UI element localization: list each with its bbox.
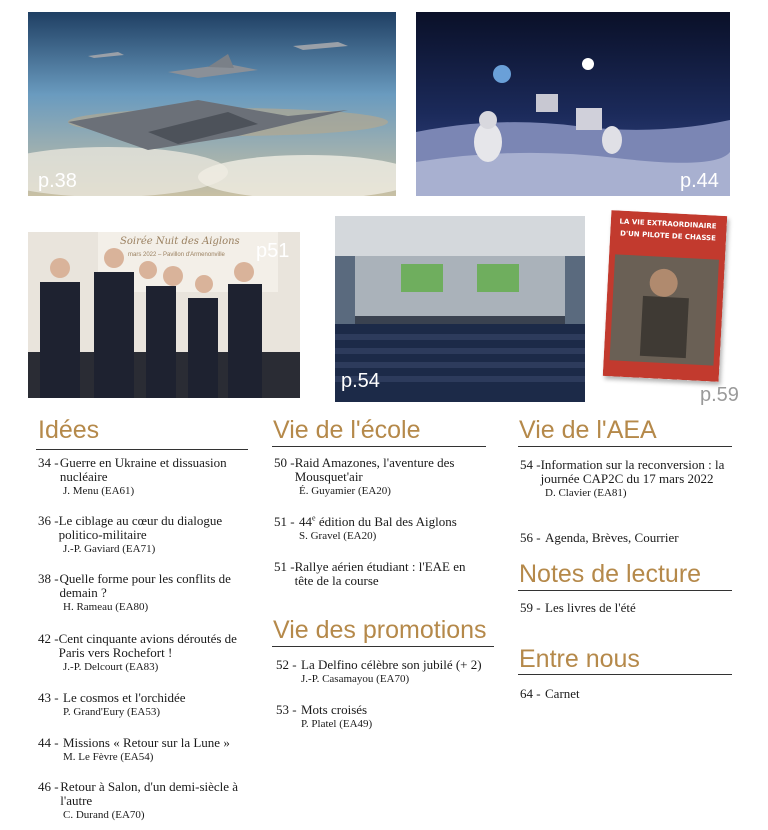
- section-title-vie-ecole: Vie de l'école: [273, 416, 421, 444]
- toc-page: 59 -: [520, 600, 541, 615]
- section-rule-vie-ecole: [272, 446, 486, 447]
- toc-entry[interactable]: [38, 514, 250, 556]
- section-title-notes-lecture: Notes de lecture: [519, 560, 702, 588]
- toc-author: M. Le Fèvre (EA54): [63, 751, 154, 763]
- section-rule-notes-lecture: [518, 590, 732, 591]
- toc-page: 44 -: [38, 735, 59, 750]
- gala-banner-subtext: mars 2022 – Pavillon d'Armenonville: [128, 252, 225, 258]
- toc-entry[interactable]: [520, 531, 734, 545]
- toc-entry[interactable]: [274, 560, 486, 588]
- toc-entry[interactable]: [276, 703, 498, 731]
- toc-page: 56 -: [520, 530, 541, 545]
- photo-label-p38: p.38: [38, 170, 77, 192]
- toc-entry[interactable]: [38, 736, 250, 764]
- toc-title: [299, 515, 457, 529]
- photo-moon-mission: [416, 12, 730, 196]
- toc-author: S. Gravel (EA20): [299, 530, 377, 542]
- section-rule-entre-nous: [518, 674, 732, 675]
- book-cover-title-line2: D'UN PILOTE DE CHASSE: [619, 229, 717, 243]
- toc-entry[interactable]: [38, 632, 250, 674]
- toc-author: D. Clavier (EA81): [545, 487, 627, 499]
- toc-entry[interactable]: [274, 515, 486, 543]
- toc-page: 51 -: [274, 514, 295, 529]
- toc-entry[interactable]: [38, 691, 250, 719]
- toc-page: 54 -: [520, 457, 541, 472]
- toc-page: 53 -: [276, 702, 297, 717]
- toc-title: Cent cinquante avions déroutés de Paris vers Rochefort !: [58, 631, 237, 660]
- book-cover-title-line1: LA VIE EXTRAORDINAIRE: [619, 217, 717, 231]
- toc-title: Missions « Retour sur la Lune »: [63, 735, 230, 750]
- toc-entry[interactable]: [520, 687, 734, 701]
- toc-page: 46 -: [38, 779, 59, 794]
- toc-title-ordinal: e: [312, 513, 316, 523]
- toc-page: 42 -: [38, 631, 59, 646]
- toc-author: P. Platel (EA49): [301, 718, 373, 730]
- toc-author: É. Guyamier (EA20): [299, 485, 391, 497]
- photo-label-p51: p51: [256, 240, 290, 262]
- toc-entry[interactable]: [38, 780, 250, 822]
- section-title-vie-aea: Vie de l'AEA: [519, 416, 657, 444]
- section-rule-idees: [36, 449, 248, 450]
- toc-entry[interactable]: [38, 572, 250, 614]
- toc-entry[interactable]: [520, 458, 734, 500]
- section-title-entre-nous: Entre nous: [519, 645, 640, 673]
- toc-page: 43 -: [38, 690, 59, 705]
- toc-title: Raid Amazones, l'aventure des Mousquet'air: [294, 455, 455, 484]
- toc-title: Information sur la reconversion : la journée CAP2C du 17 mars 2022: [540, 457, 725, 486]
- toc-title: Le cosmos et l'orchidée: [63, 690, 186, 705]
- photo-label-p59: p.59: [700, 384, 739, 406]
- toc-title: Quelle forme pour les conflits de demain ?: [59, 571, 231, 600]
- toc-title: Guerre en Ukraine et dissuasion nucléaire: [59, 455, 227, 484]
- section-title-vie-promotions: Vie des promotions: [273, 616, 487, 644]
- toc-author: C. Durand (EA70): [63, 809, 145, 821]
- section-title-idees: Idées: [38, 416, 100, 444]
- toc-author: H. Rameau (EA80): [63, 601, 149, 613]
- toc-title: Carnet: [545, 686, 580, 701]
- toc-title-rest: édition du Bal des Aiglons: [315, 514, 457, 529]
- photo-label-p54: p.54: [341, 370, 380, 392]
- toc-title-number: 44: [299, 514, 312, 529]
- toc-entry[interactable]: [520, 601, 734, 615]
- section-rule-vie-promotions: [272, 646, 494, 647]
- toc-page: 36 -: [38, 513, 59, 528]
- toc-title: Mots croisés: [301, 702, 368, 717]
- toc-author: J.-P. Gaviard (EA71): [63, 543, 156, 555]
- toc-title: Rallye aérien étudiant : l'EAE en tête de la course: [294, 559, 466, 588]
- toc-entry[interactable]: [38, 456, 250, 498]
- toc-page: 52 -: [276, 657, 297, 672]
- toc-title: La Delfino célèbre son jubilé (+ 2): [301, 657, 482, 672]
- photo-label-p44: p.44: [680, 170, 719, 192]
- toc-page: 50 -: [274, 455, 295, 470]
- section-rule-vie-aea: [518, 446, 732, 447]
- toc-author: J. Menu (EA61): [63, 485, 135, 497]
- toc-page: 38 -: [38, 571, 59, 586]
- toc-title: Retour à Salon, d'un demi-siècle à l'autre: [60, 779, 239, 808]
- gala-banner-text: Soirée Nuit des Aiglons: [120, 236, 240, 247]
- toc-title: Agenda, Brèves, Courrier: [545, 530, 679, 545]
- toc-author: J.-P. Delcourt (EA83): [63, 661, 159, 673]
- photo-fighter-jets: [28, 12, 396, 196]
- toc-title: Le ciblage au cœur du dialogue politico-militaire: [58, 513, 223, 542]
- toc-entry[interactable]: [274, 456, 486, 498]
- toc-page: 64 -: [520, 686, 541, 701]
- toc-entry[interactable]: [276, 658, 498, 686]
- toc-page: 51 -: [274, 559, 295, 574]
- toc-title: Les livres de l'été: [545, 600, 636, 615]
- toc-author: J.-P. Casamayou (EA70): [301, 673, 410, 685]
- toc-page: 34 -: [38, 455, 59, 470]
- toc-author: P. Grand'Eury (EA53): [63, 706, 160, 718]
